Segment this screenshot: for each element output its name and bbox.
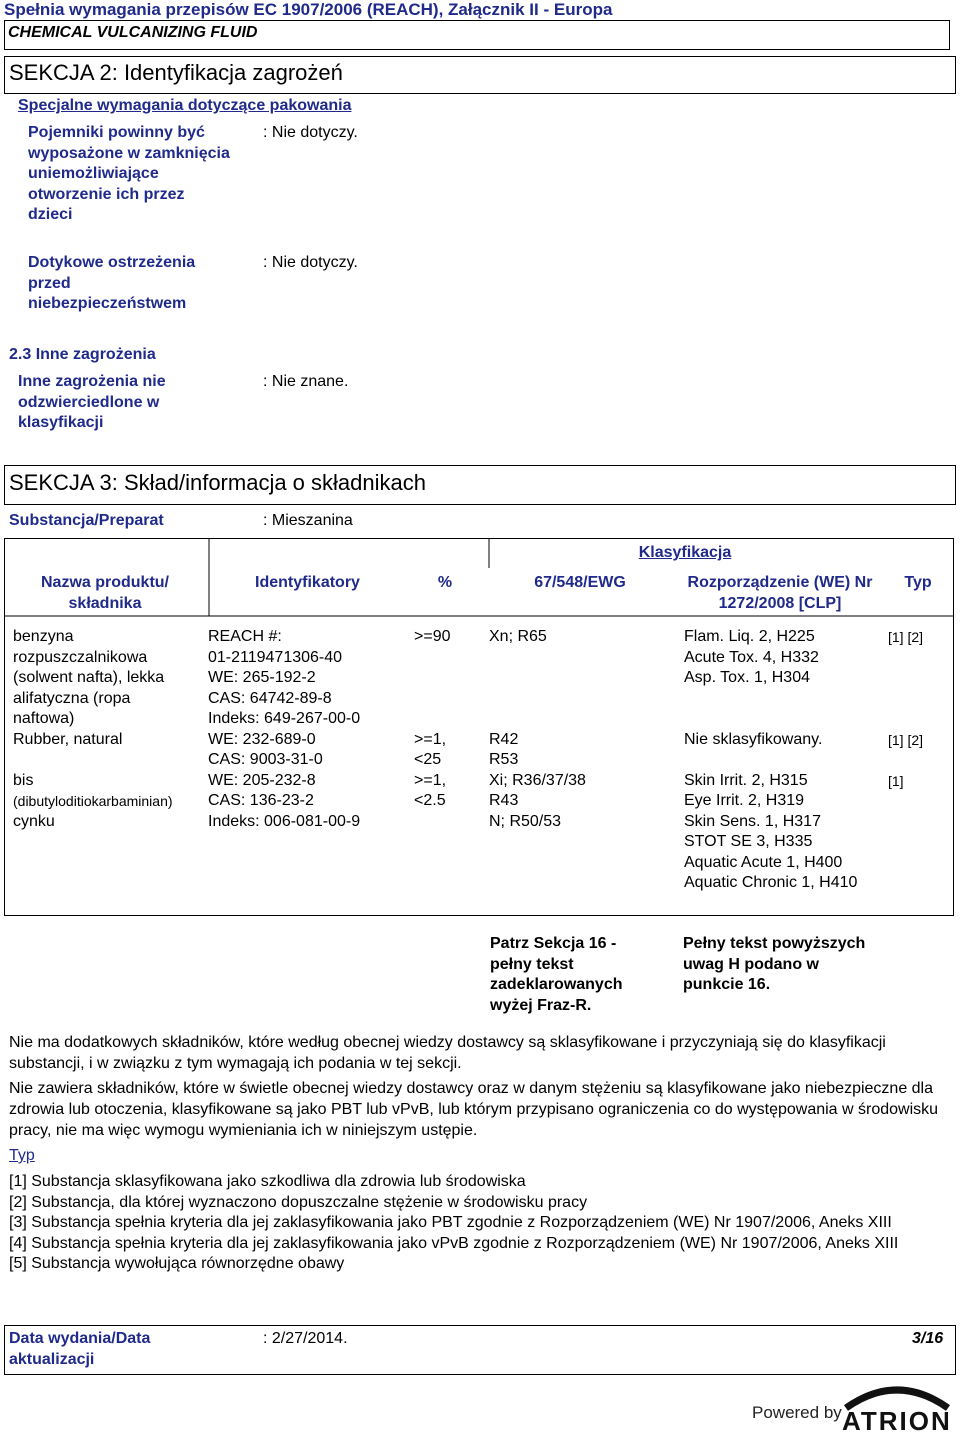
section2-title: SEKCJA 2: Identyfikacja zagrożeń [9,60,343,85]
child-closure-label: Pojemniki powinny być wyposażone w zamknięcia uniemożliwiające otworzenie ich przez dzieci [28,124,230,223]
product-name: CHEMICAL VULCANIZING FLUID [8,24,258,41]
table-cell-line: CAS: 136-23-2 [208,792,314,809]
table-cell-line [414,648,450,669]
table-cell-line: (dibutyloditiokarbaminian) [13,793,173,809]
table-cell-line: (solwent nafta), lekka [13,669,165,686]
legend-item: [4] Substancja spełnia kryteria dla jej zaklasyfikowania jako vPvB zgodnie z Rozporządzeniem (WE) Nr 1907/2006, Aneks XIII [9,1234,899,1252]
table-cell-line: WE: 205-232-8 [208,771,316,789]
table-cell-line: Nie sklasyfikowany. [684,730,823,748]
table-cell-line: REACH #: [208,628,282,645]
tactile-warning-value: : Nie dotyczy. [263,254,358,271]
table-cell-line: N; R50/53 [489,812,562,830]
column-ewg [489,627,586,832]
page-number: 3/16 [912,1330,944,1347]
table-cell-line: Xn; R65 [489,628,547,645]
legend-item: [3] Substancja spełnia kryteria dla jej zaklasyfikowania jako PBT zgodnie z Rozporządzeniem (WE) Nr 1907/2006, Aneks XIII [9,1214,892,1231]
table-cell-line: benzyna [13,628,74,645]
column-typ [888,627,923,791]
table-cell-line: Acute Tox. 4, H332 [684,648,819,666]
table-cell-line [888,648,923,669]
child-closure-value: : Nie dotyczy. [263,124,358,141]
header-ids: Identyfikatory [255,574,360,591]
section3-title: SEKCJA 3: Skład/informacja o składnikach [9,470,426,495]
legend-item: [2] Substancja, dla której wyznaczono dopuszczalne stężenie w środowisku pracy [9,1193,588,1211]
table-cell-line: <25 [414,751,442,768]
table-cell-line: STOT SE 3, H335 [684,833,813,850]
table-cell-line: R43 [489,792,519,809]
other-hazards-label: Inne zagrożenia nie odzwierciedlone w klasyfikacji [18,373,166,431]
column-clp [684,627,857,894]
table-cell-line: WE: 232-689-0 [208,730,316,748]
packaging-heading: Specjalne wymagania dotyczące pakowania [18,97,352,114]
table-cell-line: Aquatic Chronic 1, H410 [684,874,858,891]
column-name [13,627,173,832]
table-cell-line [489,689,586,710]
table-cell-line: Xi; R36/37/38 [489,771,586,789]
table-cell-line [888,668,923,689]
table-cell-line: CAS: 64742-89-8 [208,689,332,707]
table-cell-line: >=1, [414,730,447,748]
table-cell-line: Indeks: 006-081-00-9 [208,812,361,830]
table-cell-line: Skin Irrit. 2, H315 [684,771,808,789]
column-percent [414,627,450,812]
table-cell-line: >=90 [414,628,451,645]
header-clp: Rozporządzenie (WE) Nr 1272/2008 [CLP] [687,574,873,612]
table-cell-line: [1] [888,772,904,789]
table-cell-line: CAS: 9003-31-0 [208,751,323,768]
table-cell-line [888,709,923,730]
table-cell-line: Aquatic Acute 1, H400 [684,853,843,871]
typ-heading: Typ [9,1147,35,1164]
substance-label: Substancja/Preparat [9,512,164,529]
note-ewg: Patrz Sekcja 16 - pełny tekst zadeklarowanych wyżej Fraz-R. [490,935,623,1014]
issue-date-value: : 2/27/2014. [263,1330,348,1347]
table-cell-line: [1] [2] [888,629,924,645]
powered-by-text: Powered by [752,1403,842,1422]
no-ingredients-paragraph: Nie zawiera składników, które w świetle obecnej wiedzy dostawcy oraz w danym stężeniu są klasyfikowane jako niebezpieczne dla zdrowia lub otoczenia, klasyfikowane są jako PBT lub vPvB, lub którym przypisano ograniczenia co do występowania w środowisku pracy, nie ma więc wymogu wymieniania ich w niniejszym ustępie. [9,1080,939,1139]
table-cell-line: alifatyczna (ropa [13,689,131,707]
table-cell-line: Skin Sens. 1, H317 [684,812,821,830]
table-cell-line: >=1, [414,771,447,789]
table-cell-line [414,709,450,730]
table-cell-line [489,668,586,689]
other-hazards-heading: 2.3 Inne zagrożenia [9,346,156,363]
table-cell-line [684,689,857,710]
table-cell-line: bis [13,771,34,789]
tactile-warning-label: Dotykowe ostrzeżenia przed niebezpieczeństwem [28,254,196,312]
additional-ingredients-paragraph: Nie ma dodatkowych składników, które według obecnej wiedzy dostawcy są sklasyfikowane i przyczyniają się do klasyfikacji substancji, i w związku z tym wymagają ich podania w tej sekcji. [9,1034,886,1072]
table-cell-line [684,750,857,771]
table-cell-line: Rubber, natural [13,730,123,748]
legend-item: [1] Substancja sklasyfikowana jako szkodliwa dla zdrowia lub środowiska [9,1173,526,1190]
header-name: Nazwa produktu/ składnika [40,574,169,612]
table-cell-line: <2.5 [414,792,446,809]
other-hazards-value: : Nie znane. [263,373,349,390]
legend-item: [5] Substancja wywołująca równorzędne obawy [9,1255,345,1272]
table-cell-line [684,709,857,730]
table-cell-line: rozpuszczalnikowa [13,648,148,666]
table-cell-line: 01-2119471306-40 [208,648,343,666]
issue-date-label: Data wydania/Data aktualizacji [9,1330,151,1368]
regulation-header: Spełnia wymagania przepisów EC 1907/2006 (REACH), Załącznik II - Europa [4,0,613,19]
table-cell-line: R42 [489,730,519,748]
note-clp: Pełny tekst powyższych uwag H podano w punkcie 16. [683,935,866,993]
typ-legend [9,1172,939,1275]
table-cell-line: Asp. Tox. 1, H304 [684,669,810,686]
table-cell-line [414,668,450,689]
table-cell-line: Indeks: 649-267-00-0 [208,710,361,727]
table-cell-line [13,750,173,771]
table-cell-line: R53 [489,751,519,768]
table-cell-line: WE: 265-192-2 [208,669,316,686]
substance-value: : Mieszanina [263,512,353,529]
table-cell-line: [1] [2] [888,731,924,748]
table-cell-line: cynku [13,812,55,830]
header-ewg: 67/548/EWG [534,574,626,591]
atrion-logo: ATRION [842,1406,952,1436]
table-cell-line [888,689,923,710]
table-cell-line: Flam. Liq. 2, H225 [684,628,815,645]
header-klasyfikacja: Klasyfikacja [638,544,732,561]
table-cell-line: Eye Irrit. 2, H319 [684,792,805,809]
table-cell-line [888,750,923,771]
table-cell-line: naftowa) [13,710,75,727]
table-cell-line [414,689,450,710]
column-ids [208,627,360,832]
table-cell-line [489,709,586,730]
header-percent: % [437,574,453,591]
header-typ: Typ [904,574,932,591]
table-cell-line [489,648,586,669]
